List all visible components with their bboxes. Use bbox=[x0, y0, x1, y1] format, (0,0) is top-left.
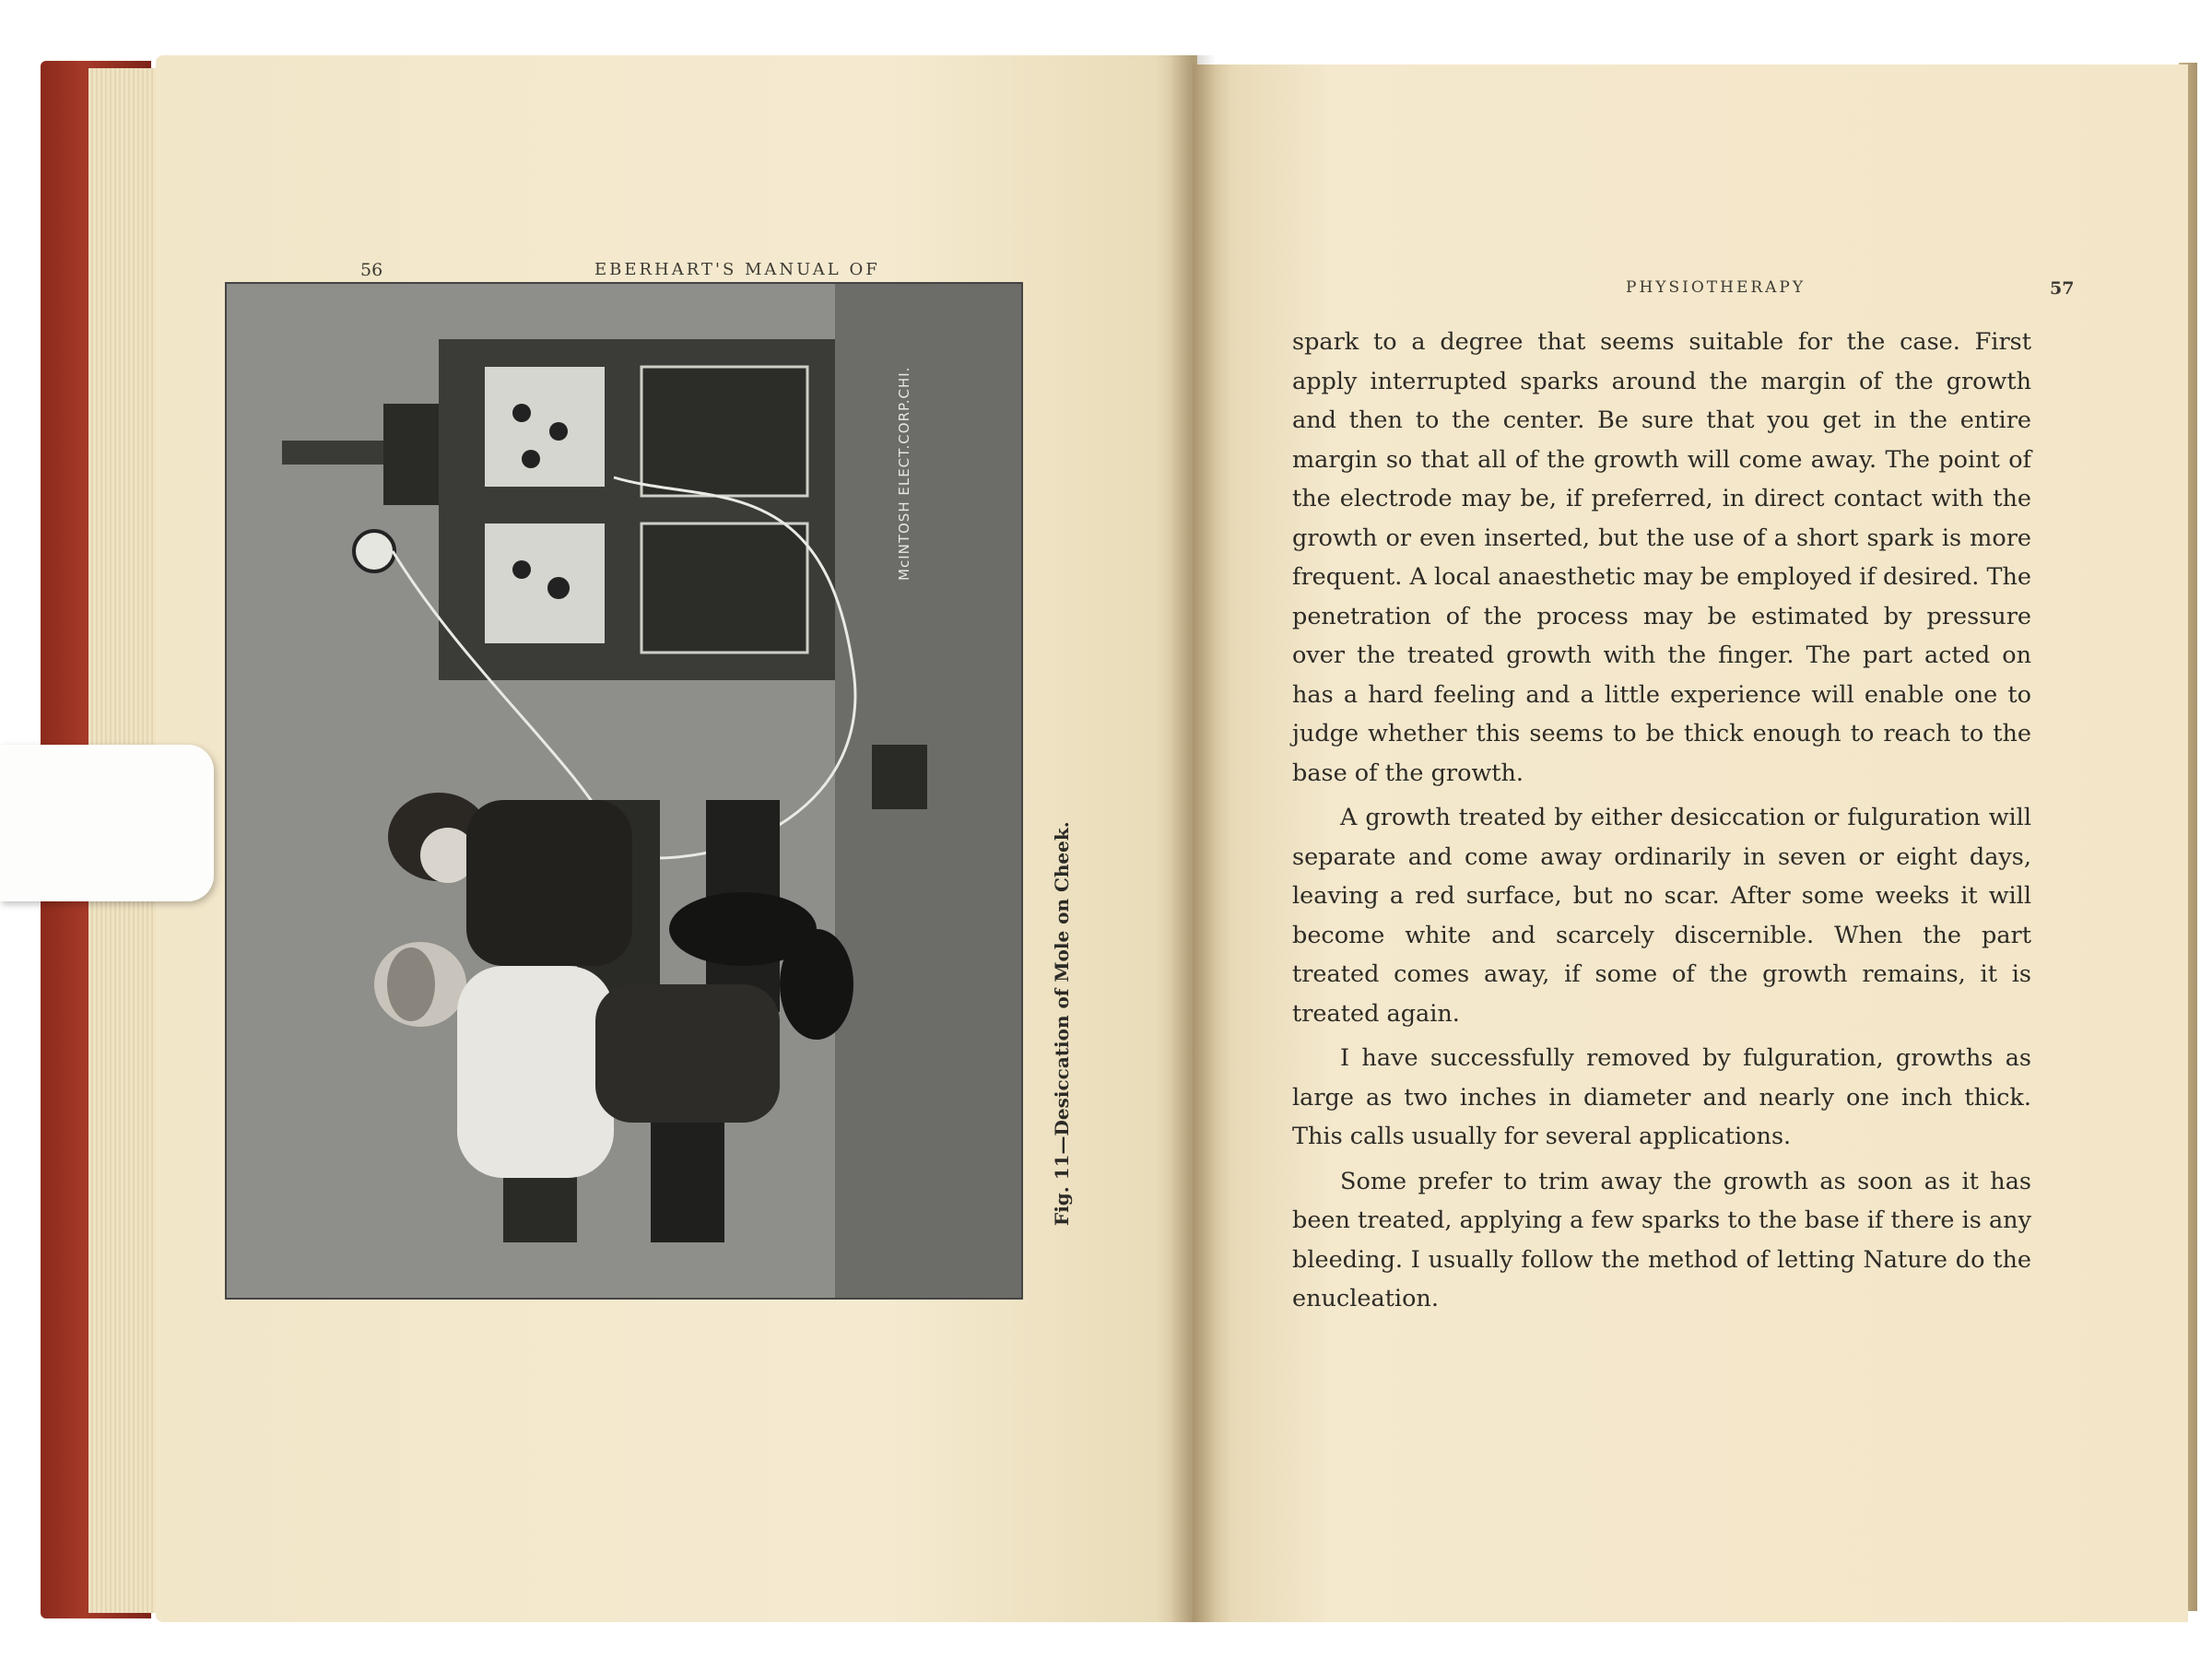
page-number-left: 56 bbox=[360, 260, 383, 280]
running-head-left: EBERHART'S MANUAL OF bbox=[594, 260, 880, 279]
figure-caption: Fig. 11—Desiccation of Mole on Cheek. bbox=[1051, 821, 1073, 1226]
paragraph-2: A growth treated by either desiccation or fulguration will separate and come away ordinarily in seven or eight days, leaving a red surface, but no scar. After some weeks it will become white and scarcely discernible. When the part treated comes away, if some of the growth remains, it is treated again. bbox=[1292, 804, 2031, 1028]
spine-gutter bbox=[1170, 55, 1216, 1622]
paragraph-3: I have successfully removed by fulguration, growths as large as two inches in diameter and nearly one inch thick. This calls usually for several applications. bbox=[1292, 1044, 2031, 1150]
paragraph-1: spark to a degree that seems suitable for the case. First apply interrupted sparks around the margin of the growth and then to the center. Be sure that you get in the entire margin so that all of the growth will come away. The point of the electrode may be, if preferred, in direct contact with the growth or even inserted, but the use of a short spark is more frequent. A local anaesthetic may be employed if desired. The penetration of the process may be estimated by pressure over the treated growth with the finger. The part acted on has a hard feeling and a little experience will enable one to judge whether this seems to be thick enough to reach to the base of the growth. bbox=[1292, 328, 2031, 787]
gauge bbox=[354, 531, 394, 571]
bookmark-tab[interactable] bbox=[0, 745, 214, 901]
page-number-right: 57 bbox=[2050, 278, 2075, 299]
body-text bbox=[1292, 323, 2031, 1324]
control-panel-top bbox=[485, 367, 605, 487]
apparatus-label: McINTOSH ELECT.CORP.CHI. bbox=[896, 366, 912, 581]
control-panel-bottom bbox=[485, 524, 605, 643]
running-head-right: PHYSIOTHERAPY bbox=[1626, 278, 1806, 297]
paragraph-4: Some prefer to trim away the growth as soon as it has been treated, applying a few sparks to the base if there is any bleeding. I usually follow the method of letting Nature do the enucleation. bbox=[1292, 1167, 2031, 1312]
